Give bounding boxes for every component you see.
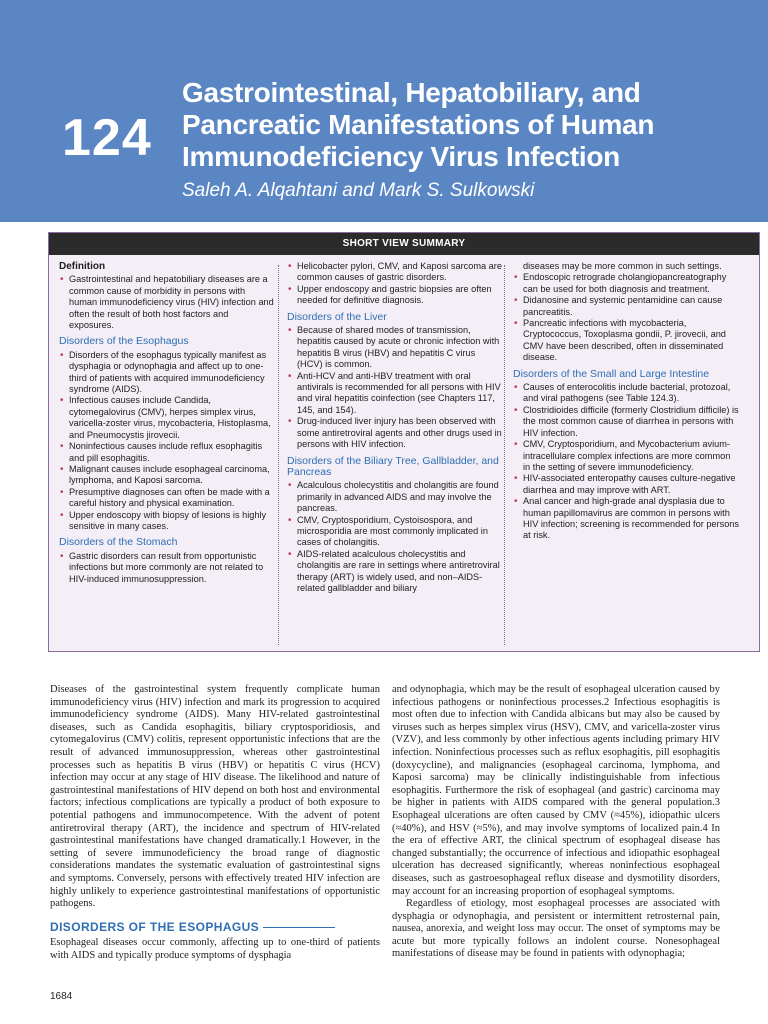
summary-bullet: • Anti-HCV and anti-HBV treatment with oral antivirals is recommended for all persons with HIV and viral hepatitis coinfection (see Chapters 117, 145, and 154). <box>287 371 503 417</box>
body-paragraph: Diseases of the gastrointestinal system frequently complicate human immunodeficiency virus (HIV) infection and mark its progression to acquired immunodeficiency syndrome (AIDS). Many HIV-related gastrointestinal diseases, such as Candida esophagitis, biliary cryptosporidiosis, and cytomegalovirus (CMV) colitis, represent opportunistic infections that are the result of advanced immunosuppression, whereas other gastrointestinal processes such as hepatitis B virus (HBV) or hepatitis C virus (HCV) infection may occur at any stage of HIV disease. The likelihood and nature of gastrointestinal manifestations of HIV depend on both host and environmental factors; infectious complications are typically a product of both exposure to potential pathogens and immunocompetence. With the advent of potent antiretroviral therapy (ART), the incidence and spectrum of HIV-related gastrointestinal manifestations have changed dramatically.1 However, in the setting of severe immunodeficiency the broad range of diagnostic considerations mandates the systematic evaluation of gastrointestinal signs and symptoms. Conversely, persons with effectively treated HIV infection are highly unlikely to experience gastrointestinal manifestations of opportunistic pathogens. <box>50 684 380 910</box>
summary-bullet: • Upper endoscopy and gastric biopsies are often needed for definitive diagnosis. <box>287 284 503 307</box>
section-title-text: DISORDERS OF THE ESOPHAGUS <box>50 919 260 934</box>
title-line: Gastrointestinal, Hepatobiliary, and <box>182 77 641 108</box>
body-paragraph: Regardless of etiology, most esophageal processes are associated with dysphagia or odynophagia, and persistent or intermittent retrosternal pain, nausea, anorexia, and weight loss may occur. The onset of symptoms may be acute but more typically follows an indolent course. Nonesophageal manifestations of disease may be found in patients with odynophagia; <box>392 898 720 960</box>
chapter-number: 124 <box>62 109 152 167</box>
summary-bullet: • Presumptive diagnoses can often be made with a careful history and physical examination. <box>59 487 275 510</box>
summary-bullet: • Acalculous cholecystitis and cholangitis are found primarily in advanced AIDS and may involve the pancreas. <box>287 480 503 514</box>
summary-bullet: • Helicobacter pylori, CMV, and Kaposi sarcoma are common causes of gastric disorders. <box>287 261 503 284</box>
continued-text: diseases may be more common in such settings. <box>523 261 722 271</box>
section-title <box>50 921 380 934</box>
intestine-heading: Disorders of the Small and Large Intestine <box>513 367 710 380</box>
summary-bullet: • Infectious causes include Candida, cytomegalovirus (CMV), herpes simplex virus, varicella-zoster virus, mycobacteria, Histoplasma, and Pneumocystis jirovecii. <box>59 395 275 441</box>
title-line: Immunodeficiency Virus Infection <box>182 141 620 172</box>
body-paragraph: and odynophagia, which may be the result of esophageal ulceration caused by infectious pathogens or noninfectious processes.2 Infectious esophagitis is most often due to infection with Candida albicans but may also be caused by viruses such as herpes simplex virus (HSV), CMV, and varicella-zoster virus (VZV), and less commonly by other infectious agents including primary HIV infection. Noninfectious processes such as reflux esophagitis, pill esophagitis (doxycycline), and malignancies (esophageal carcinoma, lymphoma, and Kaposi sarcoma) may be clinically indistinguishable from infectious esophagitis. Furthermore the risk of esophageal (and gastric) carcinoma may be higher in patients with AIDS compared with the general population.3 Esophageal ulcerations are often caused by CMV (≈45%), idiopathic ulcers (≈40%), and HSV (≈5%), and may involve symptoms of localized pain.4 In the era of effective ART, the clinical spectrum of esophageal disease has changed substantially; the occurrence of infectious and idiopathic esophageal ulceration has decreased significantly, whereas noninfectious esophageal diseases, such as gastroesophageal reflux disease and dysmotility disorders, may account for an increasing proportion of esophageal symptoms. <box>392 684 720 897</box>
liver-heading: Disorders of the Liver <box>287 310 387 323</box>
pancreas-list <box>513 272 739 363</box>
summary-column-1 <box>59 261 275 585</box>
summary-column-2 <box>287 261 503 594</box>
definition-list <box>59 274 275 331</box>
biliary-heading: Disorders of the Biliary Tree, Gallbladder, and Pancreas <box>287 454 499 478</box>
body-column-right <box>392 684 720 961</box>
summary-bullet: • Gastric disorders can result from opportunistic infections but more commonly are not related to HIV-induced immunosuppression. <box>59 551 275 585</box>
definition-heading: Definition <box>59 261 106 272</box>
summary-bullet: • Upper endoscopy with biopsy of lesions is highly sensitive in many cases. <box>59 510 275 533</box>
column-divider <box>278 265 279 645</box>
column-divider <box>504 265 505 645</box>
summary-bullet: • Noninfectious causes include reflux esophagitis and pill esophagitis. <box>59 441 275 464</box>
summary-bullet: • Because of shared modes of transmission, hepatitis caused by acute or chronic infection with hepatitis B virus (HBV) and hepatitis C virus (HCV) is common. <box>287 325 503 371</box>
authors: Saleh A. Alqahtani and Mark S. Sulkowski <box>182 180 535 201</box>
short-view-summary <box>48 232 760 652</box>
summary-bullet: • Disorders of the esophagus typically manifest as dysphagia or odynophagia and affect up to one-third of patients with acquired immunodeficiency syndrome (AIDS). <box>59 350 275 396</box>
summary-bullet: • Didanosine and systemic pentamidine can cause pancreatitis. <box>513 295 739 318</box>
biliary-list <box>287 480 503 594</box>
title-line: Pancreatic Manifestations of Human <box>182 109 655 140</box>
chapter-banner <box>0 0 768 222</box>
stomach-heading: Disorders of the Stomach <box>59 536 178 549</box>
summary-bullet: • Pancreatic infections with mycobacteria, Cryptococcus, Toxoplasma gondii, P. jirovecii, and CMV have been described, often in disseminated disease. <box>513 318 739 364</box>
summary-bullet: • HIV-associated enteropathy causes culture-negative diarrhea and may improve with ART. <box>513 473 739 496</box>
body-paragraph: Esophageal diseases occur commonly, affecting up to one-third of patients with AIDS and typically produce symptoms of dysphagia <box>50 937 380 961</box>
section-rule <box>263 927 335 928</box>
summary-column-3 <box>513 261 739 542</box>
stomach-list <box>59 551 275 585</box>
summary-bullet: • Anal cancer and high-grade anal dysplasia due to human papillomavirus are common in persons with HIV infection; screening is recommended for persons at risk. <box>513 496 739 542</box>
esophagus-list <box>59 350 275 533</box>
summary-bullet: • Drug-induced liver injury has been observed with some antiretroviral agents and other drugs used in persons with HIV infection. <box>287 416 503 450</box>
summary-bullet: • Gastrointestinal and hepatobiliary diseases are a common cause of morbidity in persons with human immunodeficiency virus (HIV) infection and often the result of both host factors and exposures. <box>59 274 275 331</box>
chapter-title <box>182 77 762 173</box>
esophagus-heading: Disorders of the Esophagus <box>59 335 189 348</box>
body-column-left <box>50 684 380 962</box>
page-number: 1684 <box>50 991 73 1002</box>
summary-bullet: • Malignant causes include esophageal carcinoma, lymphoma, and Kaposi sarcoma. <box>59 464 275 487</box>
summary-heading: SHORT VIEW SUMMARY <box>49 233 759 255</box>
summary-bullet: • Clostridioides difficile (formerly Clostridium difficile) is the most common cause of diarrhea in persons with HIV infection. <box>513 405 739 439</box>
summary-bullet: • CMV, Cryptosporidium, Cystoisospora, and microsporidia are most commonly implicated in cases of cholangitis. <box>287 515 503 549</box>
intestine-list <box>513 382 739 542</box>
gastric-list <box>287 261 503 307</box>
summary-bullet: • Endoscopic retrograde cholangiopancreatography can be used for both diagnosis and treatment. <box>513 272 739 295</box>
summary-bullet: • AIDS-related acalculous cholecystitis and cholangitis are rare in settings where antiretroviral therapy (ART) is widely used, and non–AIDS-related gallbladder and biliary <box>287 549 503 595</box>
summary-bullet: • CMV, Cryptosporidium, and Mycobacterium avium-intracellulare complex infections are more common in the setting of severe immunodeficiency. <box>513 439 739 473</box>
liver-list <box>287 325 503 450</box>
summary-bullet: • Causes of enterocolitis include bacterial, protozoal, and viral pathogens (see Table 124.3). <box>513 382 739 405</box>
